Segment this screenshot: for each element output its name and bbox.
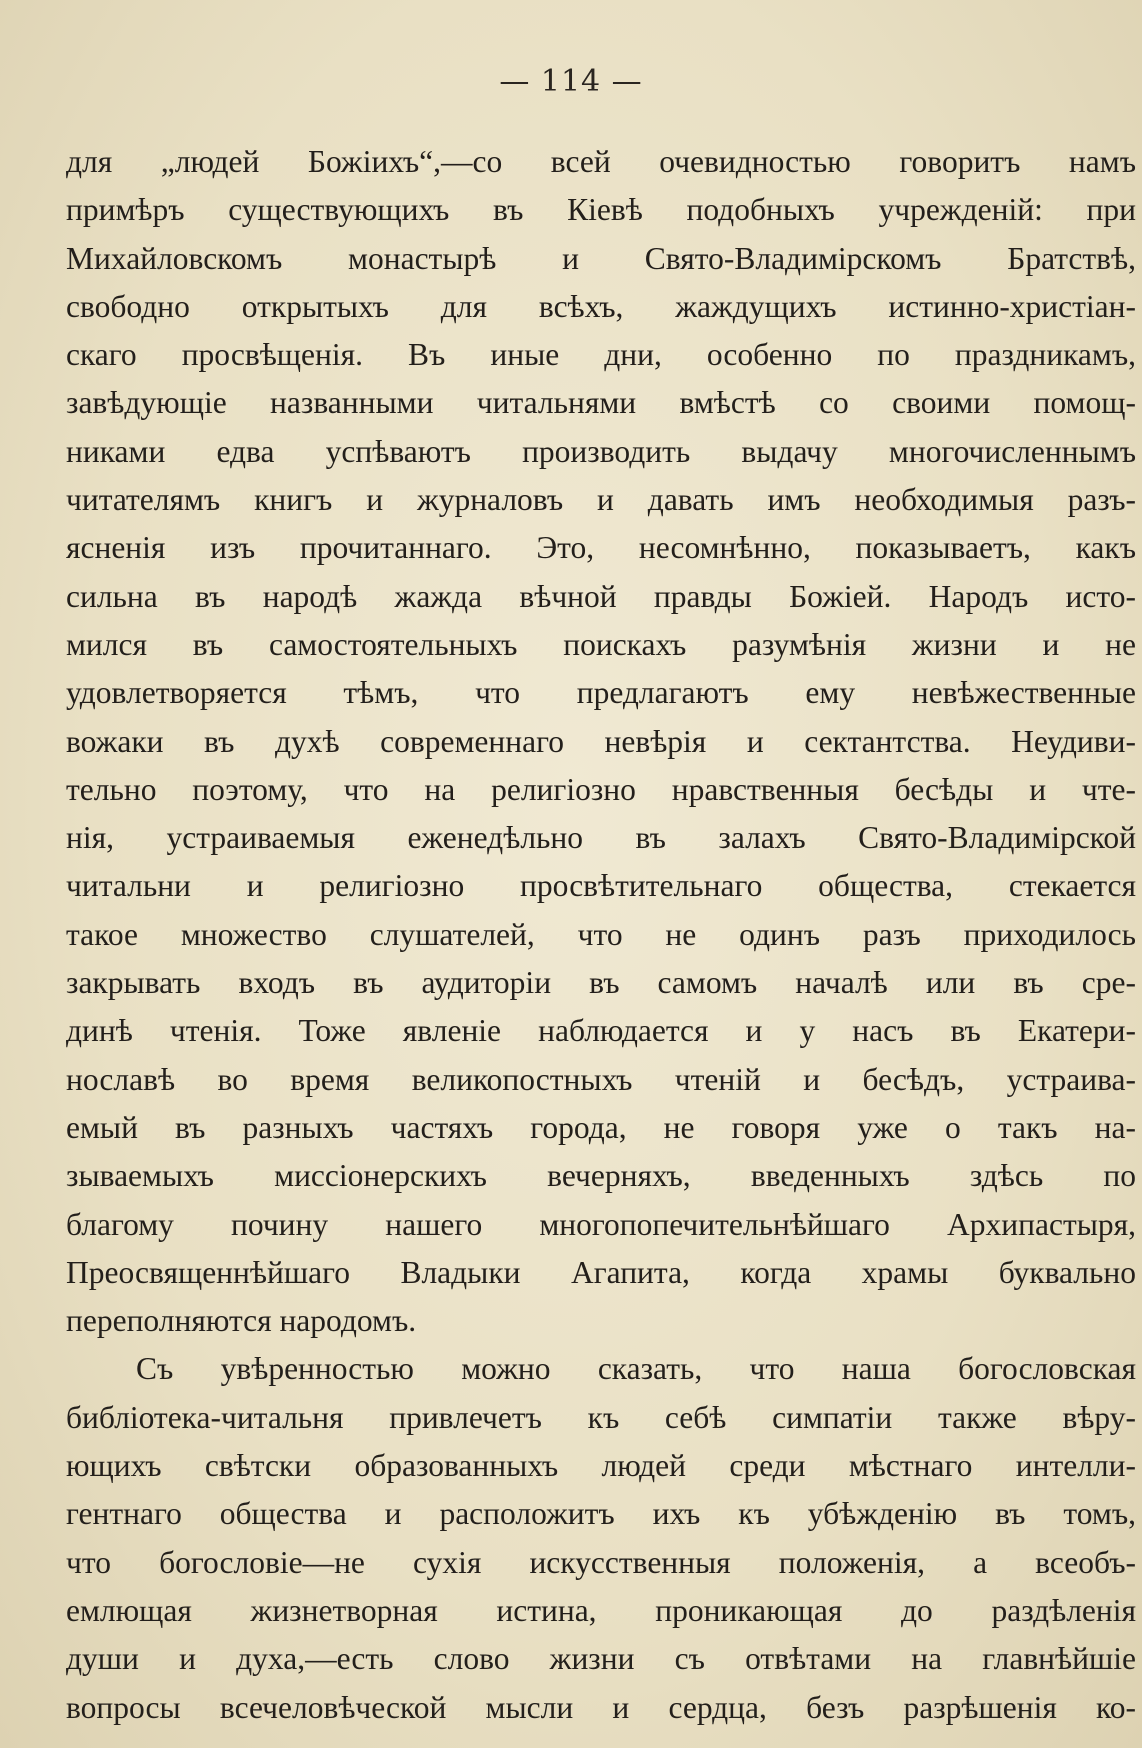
- text-line: ющихъ свѣтски образованныхъ людей среди мѣстнаго интелли-: [66, 1448, 1136, 1484]
- text-line: благому почину нашего многопопечительнѣйшаго Архипастыря,: [66, 1206, 1136, 1242]
- paragraph-2: [66, 1345, 1136, 1731]
- text-line: библіотека-читальня привлечетъ къ себѣ симпатіи также вѣру-: [66, 1399, 1136, 1435]
- text-line: Съ увѣренностью можно сказать, что наша богословская: [136, 1351, 1136, 1387]
- text-line: емлющая жизнетворная истина, проникающая до раздѣленія: [66, 1592, 1136, 1628]
- page-number: — 114 —: [499, 64, 643, 99]
- text-line: удовлетворяется тѣмъ, что предлагаютъ ему невѣжественные: [66, 675, 1136, 711]
- text-line: души и духа,—есть слово жизни съ отвѣтами на главнѣйшіе: [66, 1641, 1136, 1677]
- text-line: читателямъ книгъ и журналовъ и давать имъ необходимыя разъ-: [66, 482, 1136, 518]
- text-line: зываемыхъ миссіонерскихъ вечерняхъ, введенныхъ здѣсь по: [66, 1158, 1136, 1194]
- text-line: емый въ разныхъ частяхъ города, не говоря уже о такъ на-: [66, 1109, 1136, 1145]
- text-line: скаго просвѣщенія. Въ иные дни, особенно по праздникамъ,: [66, 337, 1136, 373]
- text-line: вопросы всечеловѣческой мысли и сердца, безъ разрѣшенія ко-: [66, 1689, 1136, 1725]
- text-line: никами едва успѣваютъ производить выдачу многочисленнымъ: [66, 433, 1136, 469]
- text-line: мился въ самостоятельныхъ поискахъ разумѣнія жизни и не: [66, 626, 1136, 662]
- text-line: закрывать входъ въ аудиторіи въ самомъ началѣ или въ сре-: [66, 965, 1136, 1001]
- body-text: [66, 138, 1136, 1732]
- text-line: динѣ чтенія. Тоже явленіе наблюдается и у насъ въ Екатери-: [66, 1013, 1136, 1049]
- text-line: для „людей Божіихъ“,—со всей очевидностью говоритъ намъ: [66, 144, 1136, 179]
- text-line: Михайловскомъ монастырѣ и Свято-Владимірскомъ Братствѣ,: [66, 240, 1136, 276]
- text-line: нославѣ во время великопостныхъ чтеній и бесѣдъ, устраива-: [66, 1061, 1136, 1097]
- text-line: Преосвященнѣйшаго Владыки Агапита, когда храмы буквально: [66, 1254, 1136, 1290]
- text-line: читальни и религіозно просвѣтительнаго общества, стекается: [66, 868, 1136, 904]
- text-line: нія, устраиваемыя еженедѣльно въ залахъ Свято-Владимірской: [66, 820, 1136, 856]
- paragraph-1: [66, 138, 1136, 1345]
- text-line: что богословіе—не сухія искусственныя положенія, а всеобъ-: [66, 1544, 1136, 1580]
- text-line: сильна въ народѣ жажда вѣчной правды Божіей. Народъ исто-: [66, 578, 1136, 614]
- text-line: тельно поэтому, что на религіозно нравственныя бесѣды и чте-: [66, 771, 1136, 807]
- text-line: гентнаго общества и расположитъ ихъ къ убѣжденію въ томъ,: [66, 1496, 1136, 1532]
- text-line: переполняются народомъ.: [66, 1303, 417, 1339]
- text-line: примѣръ существующихъ въ Кіевѣ подобныхъ учрежденій: при: [66, 192, 1136, 228]
- text-line: ясненія изъ прочитаннаго. Это, несомнѣнно, показываетъ, какъ: [66, 530, 1136, 566]
- text-line: такое множество слушателей, что не одинъ разъ приходилось: [66, 916, 1136, 952]
- text-line: завѣдующіе названными читальнями вмѣстѣ со своими помощ-: [66, 385, 1136, 421]
- text-line: вожаки въ духѣ современнаго невѣрія и сектантства. Неудиви-: [66, 723, 1136, 759]
- text-line: свободно открытыхъ для всѣхъ, жаждущихъ истинно-христіан-: [66, 288, 1136, 324]
